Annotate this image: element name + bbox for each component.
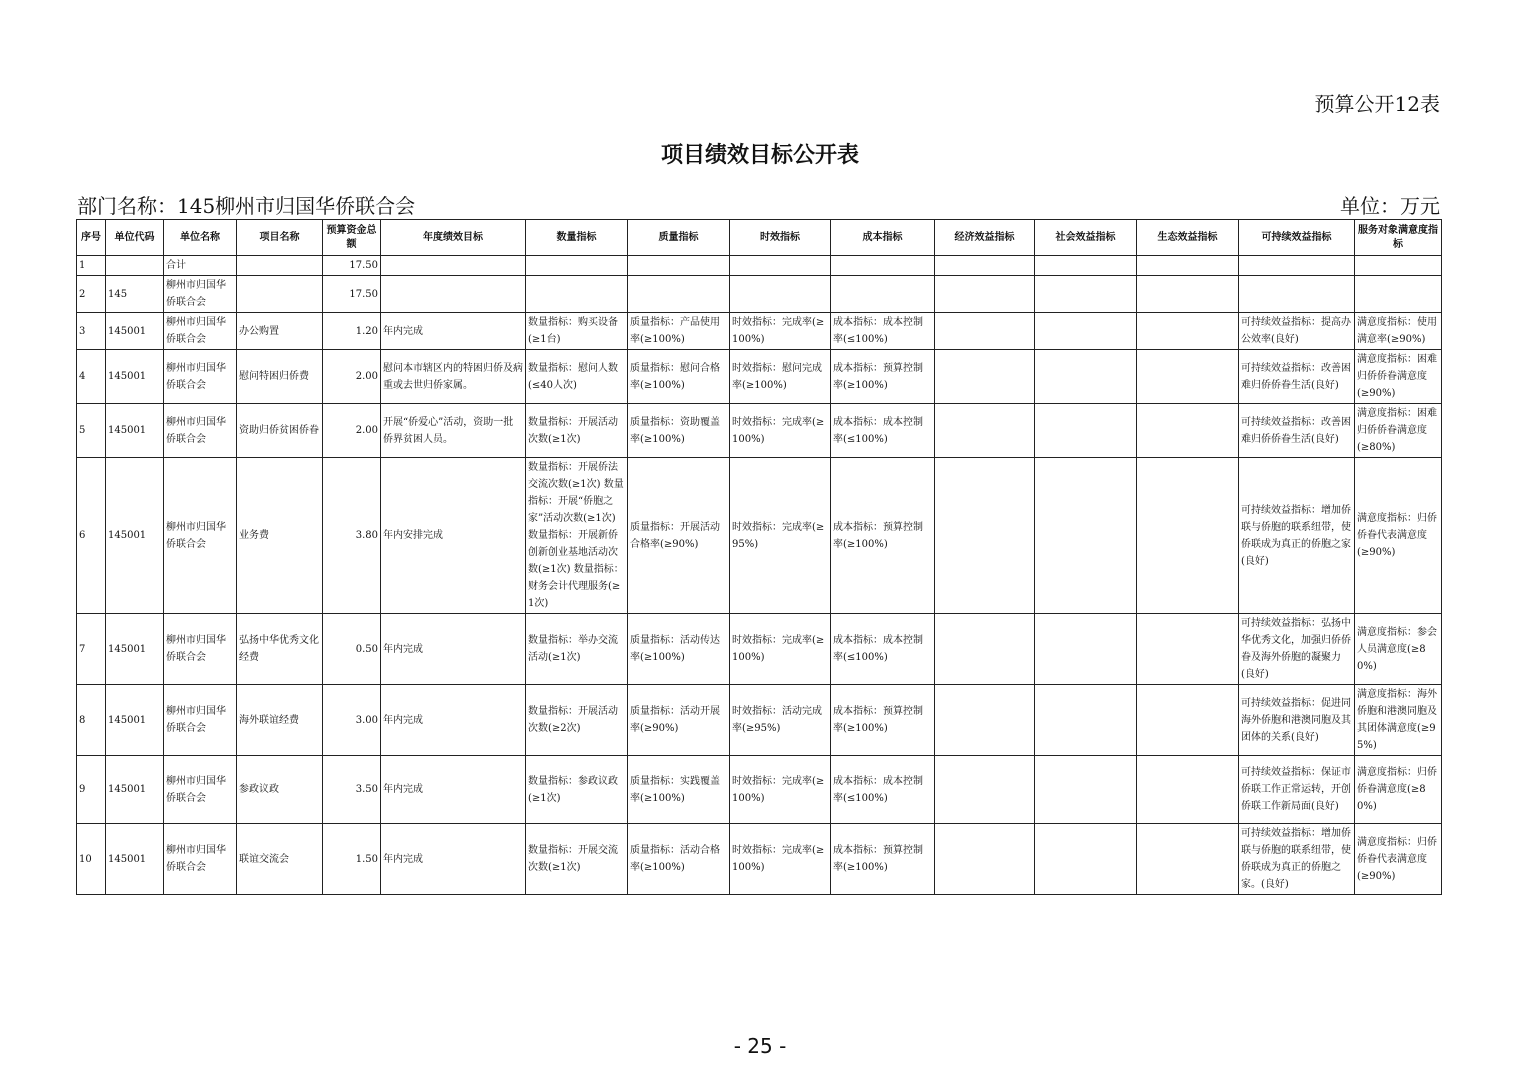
table-cell: 4 xyxy=(77,350,106,404)
table-cell: 数量指标：参政议政(≥1次) xyxy=(526,756,628,824)
table-cell: 慰问本市辖区内的特困归侨及病重或去世归侨家属。 xyxy=(381,350,526,404)
table-cell xyxy=(1035,458,1137,614)
table-cell xyxy=(1035,824,1137,895)
header-cell: 预算资金总额 xyxy=(323,220,381,256)
table-cell: 柳州市归国华侨联合会 xyxy=(164,350,237,404)
header-cell: 项目名称 xyxy=(237,220,323,256)
table-cell: 年内完成 xyxy=(381,824,526,895)
table-cell: 17.50 xyxy=(323,276,381,313)
table-cell xyxy=(935,824,1035,895)
table-cell: 3.80 xyxy=(323,458,381,614)
table-cell: 年内完成 xyxy=(381,685,526,756)
table-cell xyxy=(1137,404,1239,458)
table-cell: 年内完成 xyxy=(381,313,526,350)
table-cell: 满意度指标：归侨侨眷代表满意度(≥90%) xyxy=(1355,824,1442,895)
header-cell: 社会效益指标 xyxy=(1035,220,1137,256)
table-cell: 可持续效益指标：促进同海外侨胞和港澳同胞及其团体的关系(良好) xyxy=(1239,685,1355,756)
table-cell: 成本指标：成本控制率(≤100%) xyxy=(831,756,935,824)
header-cell: 可持续效益指标 xyxy=(1239,220,1355,256)
table-cell xyxy=(935,256,1035,276)
table-cell: 数量指标：购买设备(≥1台) xyxy=(526,313,628,350)
table-cell: 时效指标：完成率(≥100%) xyxy=(730,404,831,458)
table-cell: 质量指标：资助覆盖率(≥100%) xyxy=(628,404,730,458)
table-cell: 满意度指标：海外侨胞和港澳同胞及其团体满意度(≥95%) xyxy=(1355,685,1442,756)
table-cell: 质量指标：慰问合格率(≥100%) xyxy=(628,350,730,404)
table-cell xyxy=(1355,276,1442,313)
table-cell: 参政议政 xyxy=(237,756,323,824)
table-id: 预算公开12表 xyxy=(1314,92,1440,116)
table-row xyxy=(77,350,1442,404)
table-cell: 成本指标：预算控制率(≥100%) xyxy=(831,458,935,614)
table-cell xyxy=(1137,350,1239,404)
table-cell: 数量指标：开展侨法交流次数(≥1次) 数量指标：开展“侨胞之家”活动次数(≥1次) 数量指标：开展新侨创新创业基地活动次数(≥1次) 数量指标：财务会计代理服务(≥1次) xyxy=(526,458,628,614)
table-cell: 质量指标：产品使用率(≥100%) xyxy=(628,313,730,350)
table-row xyxy=(77,276,1442,313)
table-cell: 3 xyxy=(77,313,106,350)
table-cell xyxy=(831,276,935,313)
table-row xyxy=(77,756,1442,824)
page-number: - 25 - xyxy=(733,1034,787,1058)
table-cell xyxy=(381,276,526,313)
table-cell xyxy=(1355,256,1442,276)
table-cell xyxy=(935,614,1035,685)
table-cell: 质量指标：活动开展率(≥90%) xyxy=(628,685,730,756)
table-cell: 时效指标：完成率(≥100%) xyxy=(730,756,831,824)
table-cell: 数量指标：开展活动次数(≥1次) xyxy=(526,404,628,458)
table-cell: 时效指标：活动完成率(≥95%) xyxy=(730,685,831,756)
table-cell xyxy=(237,256,323,276)
header-cell: 时效指标 xyxy=(730,220,831,256)
unit-label: 单位：万元 xyxy=(1340,194,1440,218)
table-cell xyxy=(106,256,164,276)
table-cell xyxy=(628,256,730,276)
header-cell: 服务对象满意度指标 xyxy=(1355,220,1442,256)
table-cell: 质量指标：活动合格率(≥100%) xyxy=(628,824,730,895)
table-cell: 数量指标：开展活动次数(≥2次) xyxy=(526,685,628,756)
performance-table xyxy=(76,219,1442,895)
table-cell: 可持续效益指标：改善困难归侨侨眷生活(良好) xyxy=(1239,404,1355,458)
table-row xyxy=(77,458,1442,614)
table-cell: 5 xyxy=(77,404,106,458)
table-cell xyxy=(1137,756,1239,824)
page-title: 项目绩效目标公开表 xyxy=(660,143,859,168)
table-cell: 满意度指标：参会人员满意度(≥80%) xyxy=(1355,614,1442,685)
table-cell xyxy=(1035,256,1137,276)
table-cell: 9 xyxy=(77,756,106,824)
table-cell: 柳州市归国华侨联合会 xyxy=(164,685,237,756)
header-cell: 单位代码 xyxy=(106,220,164,256)
table-cell xyxy=(1239,256,1355,276)
table-cell: 2.00 xyxy=(323,404,381,458)
table-cell: 2 xyxy=(77,276,106,313)
table-cell: 办公购置 xyxy=(237,313,323,350)
table-cell: 145001 xyxy=(106,350,164,404)
table-cell: 145001 xyxy=(106,458,164,614)
table-cell: 开展“侨爱心”活动，资助一批侨界贫困人员。 xyxy=(381,404,526,458)
table-cell xyxy=(1137,685,1239,756)
table-cell: 海外联谊经费 xyxy=(237,685,323,756)
header-cell: 年度绩效目标 xyxy=(381,220,526,256)
table-row xyxy=(77,256,1442,276)
header-row xyxy=(77,220,1442,256)
table-cell: 年内完成 xyxy=(381,756,526,824)
table-cell xyxy=(935,404,1035,458)
table-cell: 时效指标：完成率(≥100%) xyxy=(730,614,831,685)
table-cell xyxy=(1035,614,1137,685)
table-cell: 数量指标：开展交流次数(≥1次) xyxy=(526,824,628,895)
table-cell: 1.20 xyxy=(323,313,381,350)
table-cell: 业务费 xyxy=(237,458,323,614)
table-cell: 弘扬中华优秀文化经费 xyxy=(237,614,323,685)
table-cell: 3.50 xyxy=(323,756,381,824)
table-cell xyxy=(1137,824,1239,895)
table-cell: 1 xyxy=(77,256,106,276)
table-cell: 3.00 xyxy=(323,685,381,756)
table-cell: 数量指标：慰问人数(≤40人次) xyxy=(526,350,628,404)
table-cell: 17.50 xyxy=(323,256,381,276)
table-cell: 可持续效益指标：增加侨联与侨胞的联系纽带，使侨联成为真正的侨胞之家。(良好) xyxy=(1239,824,1355,895)
table-cell: 柳州市归国华侨联合会 xyxy=(164,824,237,895)
table-cell: 合计 xyxy=(164,256,237,276)
table-cell xyxy=(1035,276,1137,313)
table-cell: 年内安排完成 xyxy=(381,458,526,614)
header-cell: 成本指标 xyxy=(831,220,935,256)
table-cell: 可持续效益指标：增加侨联与侨胞的联系纽带，使侨联成为真正的侨胞之家(良好) xyxy=(1239,458,1355,614)
table-cell: 联谊交流会 xyxy=(237,824,323,895)
table-cell: 数量指标：举办交流活动(≥1次) xyxy=(526,614,628,685)
table-cell: 满意度指标：归侨侨眷满意度(≥80%) xyxy=(1355,756,1442,824)
table-cell xyxy=(1035,350,1137,404)
table-cell xyxy=(935,276,1035,313)
table-cell: 柳州市归国华侨联合会 xyxy=(164,614,237,685)
table-cell: 可持续效益指标：提高办公效率(良好) xyxy=(1239,313,1355,350)
table-cell xyxy=(730,256,831,276)
table-cell: 成本指标：预算控制率(≥100%) xyxy=(831,824,935,895)
table-cell: 柳州市归国华侨联合会 xyxy=(164,404,237,458)
table-cell: 时效指标：慰问完成率(≥100%) xyxy=(730,350,831,404)
table-cell xyxy=(935,350,1035,404)
table-cell: 质量指标：开展活动合格率(≥90%) xyxy=(628,458,730,614)
table-cell: 145001 xyxy=(106,614,164,685)
table-cell: 满意度指标：困难归侨侨眷满意度(≥80%) xyxy=(1355,404,1442,458)
table-cell: 柳州市归国华侨联合会 xyxy=(164,313,237,350)
table-cell: 时效指标：完成率(≥100%) xyxy=(730,824,831,895)
table-cell: 可持续效益指标：改善困难归侨侨眷生活(良好) xyxy=(1239,350,1355,404)
table-cell: 资助归侨贫困侨眷 xyxy=(237,404,323,458)
table-cell xyxy=(1137,313,1239,350)
table-cell: 柳州市归国华侨联合会 xyxy=(164,458,237,614)
header-cell: 生态效益指标 xyxy=(1137,220,1239,256)
table-cell: 成本指标：成本控制率(≤100%) xyxy=(831,404,935,458)
table-cell xyxy=(628,276,730,313)
table-cell: 1.50 xyxy=(323,824,381,895)
table-row xyxy=(77,313,1442,350)
department-name: 部门名称：145柳州市归国华侨联合会 xyxy=(77,194,416,218)
table-cell: 满意度指标：困难归侨侨眷满意度(≥90%) xyxy=(1355,350,1442,404)
table-cell xyxy=(1035,404,1137,458)
table-cell xyxy=(237,276,323,313)
table-cell: 成本指标：成本控制率(≤100%) xyxy=(831,614,935,685)
table-cell: 质量指标：实践覆盖率(≥100%) xyxy=(628,756,730,824)
table-cell: 成本指标：成本控制率(≤100%) xyxy=(831,313,935,350)
header-cell: 经济效益指标 xyxy=(935,220,1035,256)
table-cell: 7 xyxy=(77,614,106,685)
table-cell: 慰问特困归侨费 xyxy=(237,350,323,404)
header-cell: 单位名称 xyxy=(164,220,237,256)
table-cell: 时效指标：完成率(≥100%) xyxy=(730,313,831,350)
table-cell xyxy=(1035,756,1137,824)
table-cell xyxy=(526,276,628,313)
table-cell xyxy=(831,256,935,276)
table-cell xyxy=(1137,458,1239,614)
table-cell: 时效指标：完成率(≥95%) xyxy=(730,458,831,614)
header-cell: 序号 xyxy=(77,220,106,256)
table-row xyxy=(77,614,1442,685)
table-cell xyxy=(935,685,1035,756)
table-cell xyxy=(935,313,1035,350)
table-row xyxy=(77,824,1442,895)
table-cell: 满意度指标：使用满意率(≥90%) xyxy=(1355,313,1442,350)
table-cell: 145001 xyxy=(106,756,164,824)
table-cell: 柳州市归国华侨联合会 xyxy=(164,756,237,824)
table-cell: 145001 xyxy=(106,685,164,756)
table-cell: 145001 xyxy=(106,824,164,895)
table-cell: 可持续效益指标：保证市侨联工作正常运转，开创侨联工作新局面(良好) xyxy=(1239,756,1355,824)
table-cell xyxy=(381,256,526,276)
table-cell: 8 xyxy=(77,685,106,756)
table-cell: 可持续效益指标：弘扬中华优秀文化，加强归侨侨眷及海外侨胞的凝聚力(良好) xyxy=(1239,614,1355,685)
header-cell: 数量指标 xyxy=(526,220,628,256)
table-cell xyxy=(730,276,831,313)
table-cell xyxy=(1239,276,1355,313)
table-cell: 成本指标：预算控制率(≥100%) xyxy=(831,685,935,756)
table-cell: 2.00 xyxy=(323,350,381,404)
table-cell xyxy=(526,256,628,276)
header-cell: 质量指标 xyxy=(628,220,730,256)
table-cell: 质量指标：活动传达率(≥100%) xyxy=(628,614,730,685)
table-cell: 年内完成 xyxy=(381,614,526,685)
table-cell: 成本指标：预算控制率(≥100%) xyxy=(831,350,935,404)
table-row xyxy=(77,404,1442,458)
table-cell: 145001 xyxy=(106,404,164,458)
table-cell xyxy=(1137,276,1239,313)
table-cell xyxy=(1137,256,1239,276)
table-cell xyxy=(935,756,1035,824)
table-cell xyxy=(1035,313,1137,350)
table-cell: 满意度指标：归侨侨眷代表满意度(≥90%) xyxy=(1355,458,1442,614)
table-cell xyxy=(1035,685,1137,756)
table-cell: 145 xyxy=(106,276,164,313)
table-cell: 柳州市归国华侨联合会 xyxy=(164,276,237,313)
table-cell xyxy=(935,458,1035,614)
table-cell xyxy=(1137,614,1239,685)
table-cell: 6 xyxy=(77,458,106,614)
table-cell: 0.50 xyxy=(323,614,381,685)
table-cell: 145001 xyxy=(106,313,164,350)
table-cell: 10 xyxy=(77,824,106,895)
table-row xyxy=(77,685,1442,756)
